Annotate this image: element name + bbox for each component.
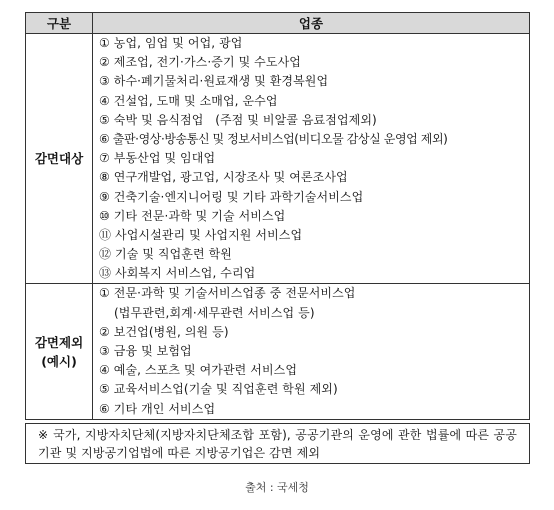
list-item: ⑨ 건축기술·엔지니어링 및 기타 과학기술서비스업 bbox=[99, 189, 364, 204]
list-item: ⑬ 사회복지 서비스업, 수리업 bbox=[99, 266, 256, 281]
list-item: ① 전문·과학 및 기술서비스업종 중 전문서비스업 bbox=[99, 286, 356, 301]
source-caption: 출처 : 국세청 bbox=[245, 481, 309, 494]
list-item: ④ 예술, 스포츠 및 여가관련 서비스업 bbox=[99, 363, 298, 378]
list-item: ⑪ 사업시설관리 및 사업지원 서비스업 bbox=[99, 227, 303, 242]
list-item: ⑦ 부동산업 및 임대업 bbox=[99, 151, 216, 166]
excluded-label bbox=[26, 284, 93, 419]
list-item: ② 제조업, 전기·가스·증기 및 수도사업 bbox=[99, 55, 301, 70]
list-item: ① 농업, 임업 및 어업, 광업 bbox=[99, 36, 243, 50]
list-item: ⑤ 교육서비스업(기술 및 직업훈련 학원 제외) bbox=[99, 382, 338, 397]
excluded-section bbox=[26, 284, 530, 419]
excluded-label-line1: 감면제외 bbox=[34, 334, 84, 350]
reduced-label: 감면대상 bbox=[26, 34, 93, 284]
list-item-continuation: (법무관련,회계·세무관련 서비스업 등) bbox=[114, 305, 315, 320]
exemption-note: ※ 국가, 지방자치단체(지방자치단체조합 포함), 공공기관의 운영에 관한 법률에 따른 공공기관 및 지방공기업법에 따른 지방공기업은 감면 제외 bbox=[25, 423, 530, 464]
list-item: ③ 하수·폐기물처리·원료재생 및 환경복원업 bbox=[99, 74, 329, 89]
list-item: ② 보건업(병원, 의원 등) bbox=[99, 324, 229, 339]
list-item: ③ 금융 및 보험업 bbox=[99, 344, 192, 358]
excluded-list bbox=[93, 284, 530, 419]
list-item: ⑩ 기타 전문·과학 및 기술 서비스업 bbox=[99, 208, 286, 223]
industry-table bbox=[25, 12, 530, 420]
list-item: ⑥ 출판·영상·방송통신 및 정보서비스업(비디오물 감상실 운영업 제외) bbox=[99, 131, 448, 146]
header-industry: 업종 bbox=[93, 13, 530, 34]
list-item: ④ 건설업, 도매 및 소매업, 운수업 bbox=[99, 93, 278, 108]
table-header-row bbox=[26, 13, 530, 34]
list-item: ⑤ 숙박 및 음식점업 (주점 및 비알콜 음료점업제외) bbox=[99, 112, 377, 127]
reduced-list bbox=[93, 34, 530, 284]
excluded-label-line2: (예시) bbox=[41, 353, 77, 369]
list-item: ⑥ 기타 개인 서비스업 bbox=[99, 401, 216, 416]
reduced-section bbox=[26, 34, 530, 284]
list-item: ⑫ 기술 및 직업훈련 학원 bbox=[99, 247, 232, 262]
header-category: 구분 bbox=[26, 13, 93, 34]
list-item: ⑧ 연구개발업, 광고업, 시장조사 및 여론조사업 bbox=[99, 170, 348, 185]
